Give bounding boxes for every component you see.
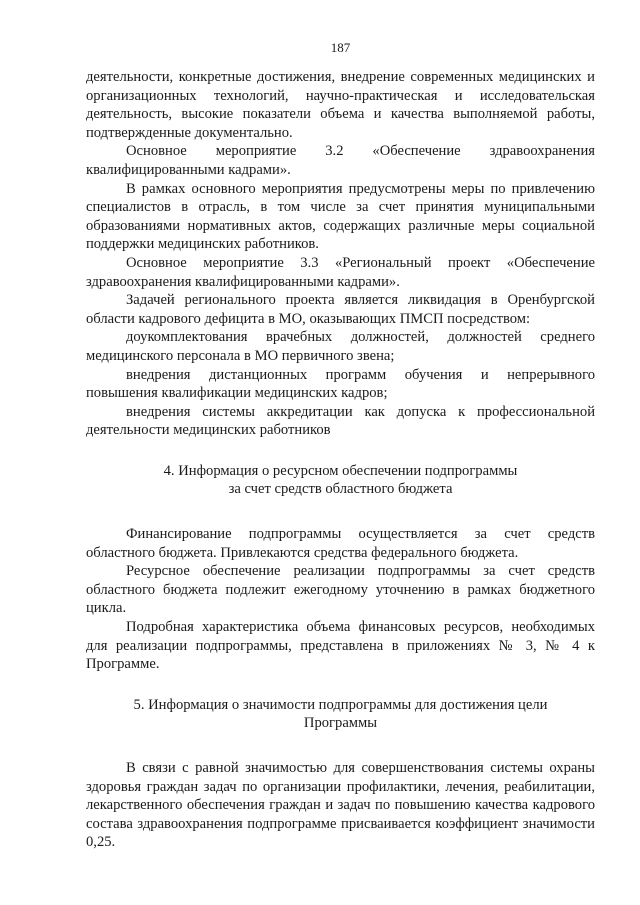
paragraph: Задачей регионального проекта является ликвидация в Оренбургской области кадрового дефицита в МО, оказывающих ПМСП посредством:	[86, 292, 595, 327]
intro-block	[86, 68, 595, 440]
section-5-body	[86, 759, 595, 852]
page-number: 187	[330, 40, 351, 55]
section-5-heading	[86, 696, 595, 733]
paragraph: Ресурсное обеспечение реализации подпрограммы за счет средств областного бюджета подлежит ежегодному уточнению в рамках бюджетного цикла.	[86, 563, 595, 617]
paragraph: Финансирование подпрограммы осуществляется за счет средств областного бюджета. Привлекаются средства федерального бюджета.	[86, 526, 595, 561]
paragraph: доукомплектования врачебных должностей, должностей среднего медицинского персонала в МО первичного звена;	[86, 329, 595, 364]
section-4-heading	[86, 462, 595, 499]
heading-line: 5. Информация о значимости подпрограммы для достижения цели	[133, 696, 548, 713]
heading-line: Программы	[303, 715, 378, 732]
section-4-body	[86, 525, 595, 674]
paragraph: Основное мероприятие 3.2 «Обеспечение здравоохранения квалифицированными кадрами».	[86, 143, 595, 178]
paragraph: Подробная характеристика объема финансовых ресурсов, необходимых для реализации подпрограммы, представлена в приложениях № 3, № 4 к Программе.	[86, 619, 595, 673]
paragraph: Основное мероприятие 3.3 «Региональный проект «Обеспечение здравоохранения квалифицированными кадрами».	[86, 254, 595, 290]
paragraph: деятельности, конкретные достижения, внедрение современных медицинских и организационных технологий, научно-практическая и исследовательская деятельность, высокие показатели объема и качества выполняемой работы, подтвержденные документально.	[86, 69, 595, 141]
paragraph: В рамках основного мероприятия предусмотрены меры по привлечению специалистов в отрасль, в том числе за счет принятия муниципальными образованиями нормативных актов, содержащих различные меры социальной поддержки медицинских работников.	[86, 180, 595, 253]
paragraph: внедрения дистанционных программ обучения и непрерывного повышения квалификации медицинских кадров;	[86, 366, 595, 402]
heading-line: за счет средств областного бюджета	[228, 481, 453, 498]
paragraph: В связи с равной значимостью для совершенствования системы охраны здоровья граждан задач по организации профилактики, лечения, реабилитации, лекарственного обеспечения граждан и задач по повышению качества кадрового состава здравоохранения подпрограмме присваивается коэффициент значимости 0,25.	[86, 760, 595, 851]
paragraph: внедрения системы аккредитации как допуска к профессиональной деятельности медицинских работников	[86, 403, 595, 439]
heading-line: 4. Информация о ресурсном обеспечении подпрограммы	[163, 462, 518, 479]
